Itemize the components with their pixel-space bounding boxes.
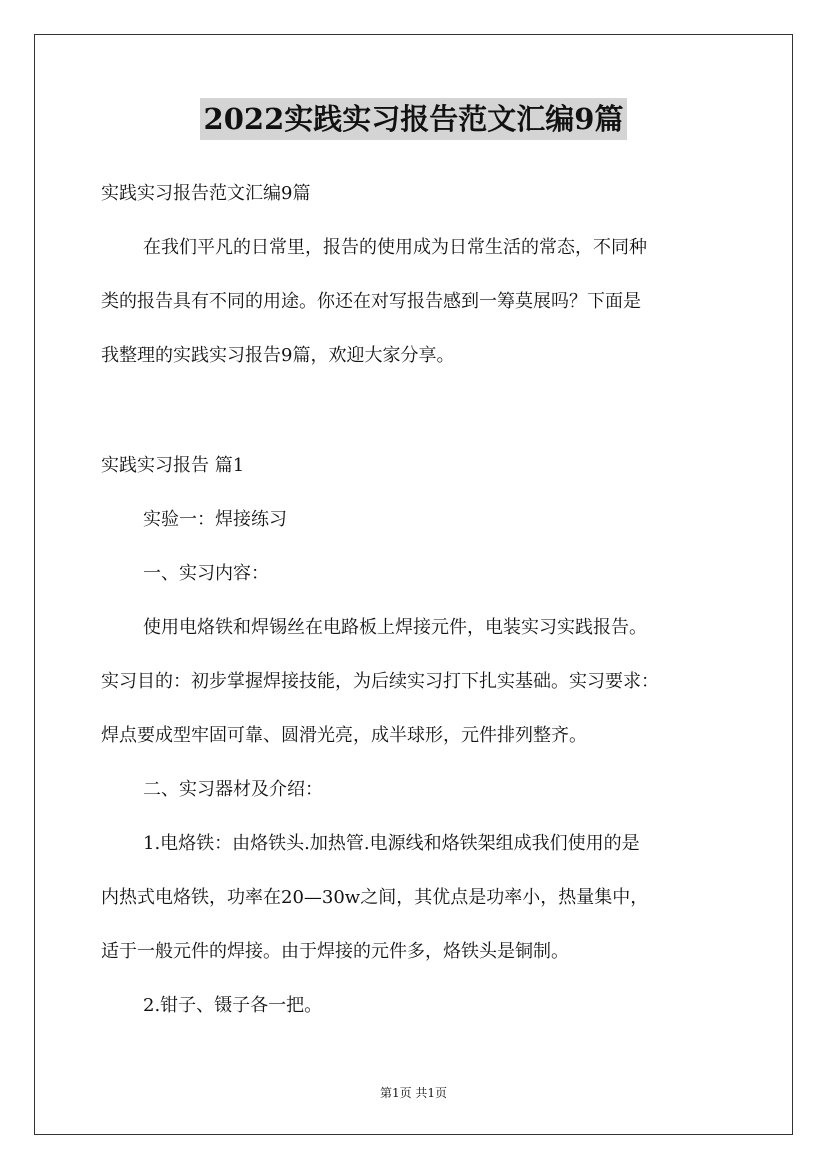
part1-heading: 一、实习内容： xyxy=(143,563,269,584)
intro-line-3: 我整理的实践实习报告9篇，欢迎大家分享。 xyxy=(101,345,455,366)
page-footer: 第1页 共1页 xyxy=(379,1086,448,1100)
part2-heading: 二、实习器材及介绍： xyxy=(143,779,323,800)
part1-text-line-2: 实习目的：初步掌握焊接技能，为后续实习打下扎实基础。实习要求： xyxy=(101,671,659,692)
section-heading: 实践实习报告 篇1 xyxy=(101,455,245,476)
intro-line-2: 类的报告具有不同的用途。你还在对写报告感到一筹莫展吗？下面是 xyxy=(101,291,641,312)
item1-line-3: 适于一般元件的焊接。由于焊接的元件多，烙铁头是铜制。 xyxy=(101,941,569,962)
experiment-heading: 实验一：焊接练习 xyxy=(143,509,287,530)
document-subtitle: 实践实习报告范文汇编9篇 xyxy=(101,183,311,204)
item2-line: 2.钳子、镊子各一把。 xyxy=(143,995,323,1016)
item1-line-1: 1.电烙铁：由烙铁头.加热管.电源线和烙铁架组成我们使用的是 xyxy=(143,833,640,854)
item1-line-2: 内热式电烙铁，功率在20—30w之间，其优点是功率小，热量集中， xyxy=(101,887,649,908)
title-container xyxy=(0,98,827,140)
part1-text-line-3: 焊点要成型牢固可靠、圆滑光亮，成半球形，元件排列整齐。 xyxy=(101,725,587,746)
document-title: 2022实践实习报告范文汇编9篇 xyxy=(200,98,628,140)
intro-line-1: 在我们平凡的日常里，报告的使用成为日常生活的常态，不同种 xyxy=(143,237,647,258)
part1-text-line-1: 使用电烙铁和焊锡丝在电路板上焊接元件，电装实习实践报告。 xyxy=(143,617,647,638)
